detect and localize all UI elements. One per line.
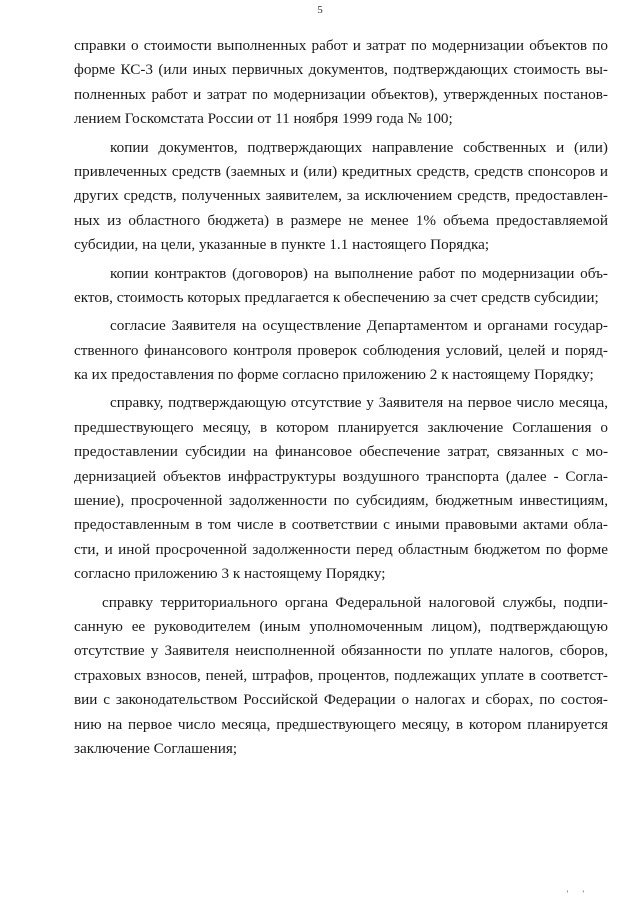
text-line: заключение Соглашения; xyxy=(74,739,238,757)
text-line: других средств, полученных заявителем, за исключением средств, предоставлен- xyxy=(74,187,608,205)
text-line: сти, и иной просроченной задолженности перед областным бюджетом по форме xyxy=(74,540,608,558)
text-line: санную ее руководителем (иным уполномоченным лицом), подтверждающую xyxy=(74,617,608,635)
scan-corner-marks: ' ' xyxy=(566,889,590,899)
text-line: ных из областного бюджета) в размере не менее 1% объема предоставляемой xyxy=(74,211,608,229)
text-line: справки о стоимости выполненных работ и затрат по модернизации объектов по xyxy=(74,37,608,54)
text-line: ектов, стоимость которых предлагается к обеспечению за счет средств субсидии; xyxy=(74,288,599,306)
paragraph xyxy=(74,591,608,762)
text-line: лением Госкомстата России от 11 ноября 1999 года № 100; xyxy=(74,110,453,128)
text-line: субсидии, на цели, указанные в пункте 1.1 настоящего Порядка; xyxy=(74,236,490,254)
document-body xyxy=(74,34,608,761)
text-line: копии контрактов (договоров) на выполнение работ по модернизации объ- xyxy=(110,264,608,282)
paragraph xyxy=(74,136,608,258)
text-line: дернизацией объектов инфраструктуры воздушного транспорта (далее - Согла- xyxy=(74,467,608,485)
text-line: привлеченных средств (заемных и (или) кредитных средств, средств спонсоров и xyxy=(74,162,608,180)
paragraph xyxy=(74,391,608,586)
text-line: полненных работ и затрат по модернизации объектов), утвержденных постанов- xyxy=(74,85,608,103)
text-line: страховых взносов, пеней, штрафов, процентов, подлежащих уплате в соответст- xyxy=(74,666,608,684)
text-line: справку территориального органа Федеральной налоговой службы, подпи- xyxy=(102,593,608,611)
text-line: согласно приложению 3 к настоящему Порядку; xyxy=(74,565,386,583)
text-line: ственного финансового контроля проверок соблюдения условий, целей и поряд- xyxy=(74,341,608,359)
paragraph xyxy=(74,314,608,387)
text-line: копии документов, подтверждающих направление собственных и (или) xyxy=(110,138,608,156)
text-line: шение), просроченной задолженности по субсидиям, бюджетным инвестициям, xyxy=(74,492,608,510)
text-line: вии с законодательством Российской Федерации о налогах и сборах, по состоя- xyxy=(74,691,608,709)
text-line: нию на первое число месяца, предшествующего месяцу, в котором планируется xyxy=(74,715,608,733)
text-line: отсутствие у Заявителя неисполненной обязанности по уплате налогов, сборов, xyxy=(74,642,608,660)
text-line: согласие Заявителя на осуществление Департаментом и органами государ- xyxy=(110,317,608,335)
text-line: ка их предоставления по форме согласно приложению 2 к настоящему Порядку; xyxy=(74,366,594,384)
page-number: 5 xyxy=(317,4,323,16)
text-line: предшествующего месяцу, в котором планируется заключение Соглашения о xyxy=(74,418,608,436)
paragraph xyxy=(74,34,608,132)
text-line: форме КС-3 (или иных первичных документов, подтверждающих стоимость вы- xyxy=(74,61,608,79)
text-line: справку, подтверждающую отсутствие у Заявителя на первое число месяца, xyxy=(110,394,608,412)
paragraph xyxy=(74,262,608,311)
text-line: предоставлении субсидии на финансовое обеспечение затрат, связанных с мо- xyxy=(74,443,608,461)
text-line: предоставленным в том числе в соответствии с иными правовыми актами обла- xyxy=(74,516,608,534)
